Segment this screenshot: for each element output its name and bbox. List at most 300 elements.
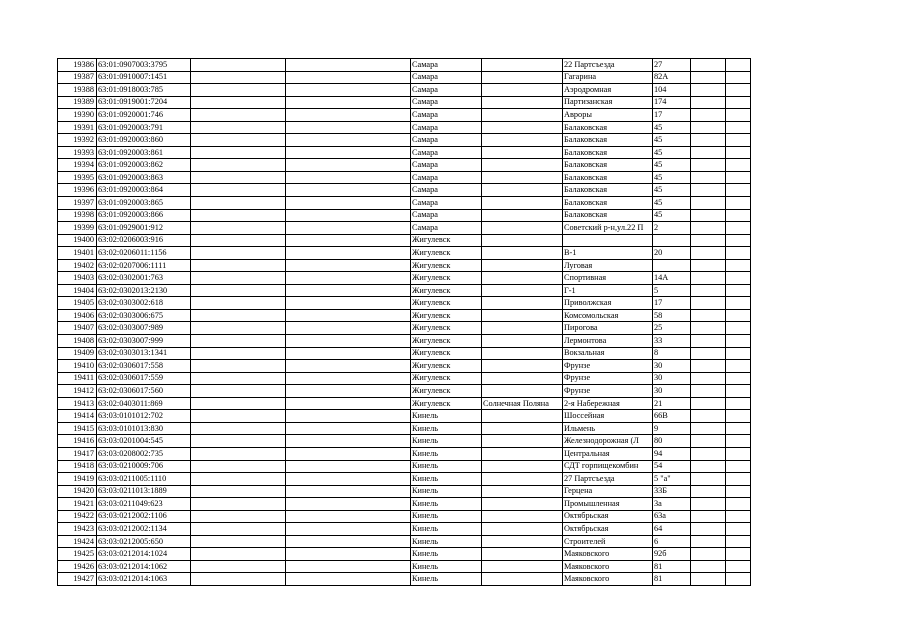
row-number-cell: 19423 — [58, 523, 97, 536]
street-cell: Строителей — [563, 535, 653, 548]
empty-cell — [726, 410, 751, 423]
empty-cell — [191, 535, 286, 548]
city-cell: Самара — [411, 159, 482, 172]
empty-cell — [691, 109, 726, 122]
locality-cell — [482, 535, 563, 548]
house-number-cell: 2 — [653, 222, 691, 235]
empty-cell — [286, 234, 411, 247]
empty-cell — [286, 435, 411, 448]
street-cell: Октябрьская — [563, 510, 653, 523]
empty-cell — [286, 347, 411, 360]
street-cell: Фрунзе — [563, 360, 653, 373]
locality-cell — [482, 360, 563, 373]
city-cell: Жигулевск — [411, 360, 482, 373]
empty-cell — [726, 385, 751, 398]
table-row — [58, 535, 751, 548]
cadastral-number-cell: 63:03:0212014:1024 — [97, 548, 191, 561]
row-number-cell: 19409 — [58, 347, 97, 360]
city-cell: Жигулевск — [411, 284, 482, 297]
empty-cell — [286, 84, 411, 97]
locality-cell — [482, 297, 563, 310]
row-number-cell: 19414 — [58, 410, 97, 423]
city-cell: Кинель — [411, 485, 482, 498]
empty-cell — [691, 473, 726, 486]
table-row — [58, 309, 751, 322]
locality-cell — [482, 447, 563, 460]
cadastral-number-cell: 63:02:0206003:916 — [97, 234, 191, 247]
empty-cell — [726, 548, 751, 561]
table-row — [58, 322, 751, 335]
row-number-cell: 19397 — [58, 197, 97, 210]
locality-cell — [482, 272, 563, 285]
locality-cell — [482, 473, 563, 486]
empty-cell — [726, 535, 751, 548]
cadastral-number-cell: 63:03:0212005:650 — [97, 535, 191, 548]
locality-cell — [482, 548, 563, 561]
cadastral-number-cell: 63:01:0920003:865 — [97, 197, 191, 210]
table-row — [58, 171, 751, 184]
locality-cell — [482, 560, 563, 573]
cadastral-number-cell: 63:03:0212014:1063 — [97, 573, 191, 586]
street-cell: Октябрьская — [563, 523, 653, 536]
house-number-cell: 3а — [653, 498, 691, 511]
empty-cell — [191, 309, 286, 322]
house-number-cell — [653, 259, 691, 272]
empty-cell — [691, 71, 726, 84]
table-row — [58, 460, 751, 473]
city-cell: Самара — [411, 109, 482, 122]
empty-cell — [191, 247, 286, 260]
empty-cell — [286, 360, 411, 373]
city-cell: Самара — [411, 146, 482, 159]
empty-cell — [691, 146, 726, 159]
empty-cell — [726, 259, 751, 272]
empty-cell — [691, 59, 726, 72]
empty-cell — [191, 435, 286, 448]
empty-cell — [191, 410, 286, 423]
cadastral-number-cell: 63:03:0210009:706 — [97, 460, 191, 473]
empty-cell — [691, 171, 726, 184]
table-row — [58, 523, 751, 536]
cadastral-number-cell: 63:03:0211005:1110 — [97, 473, 191, 486]
city-cell: Жигулевск — [411, 322, 482, 335]
cadastral-number-cell: 63:02:0303006:675 — [97, 309, 191, 322]
house-number-cell: 8 — [653, 347, 691, 360]
empty-cell — [691, 385, 726, 398]
street-cell — [563, 234, 653, 247]
empty-cell — [691, 397, 726, 410]
empty-cell — [726, 360, 751, 373]
empty-cell — [691, 435, 726, 448]
cadastral-number-cell: 63:01:0910007:1451 — [97, 71, 191, 84]
house-number-cell: 66В — [653, 410, 691, 423]
locality-cell — [482, 347, 563, 360]
empty-cell — [286, 309, 411, 322]
empty-cell — [191, 447, 286, 460]
empty-cell — [691, 184, 726, 197]
row-number-cell: 19425 — [58, 548, 97, 561]
cadastral-number-cell: 63:02:0303013:1341 — [97, 347, 191, 360]
empty-cell — [691, 360, 726, 373]
empty-cell — [286, 109, 411, 122]
table-row — [58, 385, 751, 398]
house-number-cell: 63а — [653, 510, 691, 523]
table-row — [58, 347, 751, 360]
cadastral-number-cell: 63:03:0208002:735 — [97, 447, 191, 460]
empty-cell — [691, 197, 726, 210]
empty-cell — [726, 109, 751, 122]
empty-cell — [191, 71, 286, 84]
empty-cell — [726, 523, 751, 536]
row-number-cell: 19422 — [58, 510, 97, 523]
empty-cell — [691, 335, 726, 348]
house-number-cell: 30 — [653, 360, 691, 373]
house-number-cell: 9 — [653, 422, 691, 435]
empty-cell — [191, 385, 286, 398]
cadastral-number-cell: 63:03:0212002:1134 — [97, 523, 191, 536]
locality-cell — [482, 322, 563, 335]
street-cell: 27 Партсъезда — [563, 473, 653, 486]
table-row — [58, 573, 751, 586]
city-cell: Самара — [411, 222, 482, 235]
empty-cell — [691, 523, 726, 536]
city-cell: Жигулевск — [411, 234, 482, 247]
locality-cell — [482, 335, 563, 348]
locality-cell — [482, 435, 563, 448]
table-row — [58, 435, 751, 448]
locality-cell — [482, 372, 563, 385]
empty-cell — [191, 222, 286, 235]
empty-cell — [286, 523, 411, 536]
empty-cell — [691, 247, 726, 260]
locality-cell — [482, 96, 563, 109]
table-row — [58, 259, 751, 272]
house-number-cell: 174 — [653, 96, 691, 109]
empty-cell — [726, 460, 751, 473]
row-number-cell: 19413 — [58, 397, 97, 410]
row-number-cell: 19395 — [58, 171, 97, 184]
house-number-cell: 5 — [653, 284, 691, 297]
empty-cell — [286, 184, 411, 197]
empty-cell — [286, 96, 411, 109]
locality-cell — [482, 121, 563, 134]
empty-cell — [286, 510, 411, 523]
city-cell: Самара — [411, 209, 482, 222]
street-cell: Гагарина — [563, 71, 653, 84]
table-row — [58, 297, 751, 310]
empty-cell — [191, 422, 286, 435]
table-row — [58, 71, 751, 84]
house-number-cell: 6 — [653, 535, 691, 548]
empty-cell — [191, 560, 286, 573]
row-number-cell: 19403 — [58, 272, 97, 285]
street-cell: Шоссейная — [563, 410, 653, 423]
cadastral-number-cell: 63:01:0920003:863 — [97, 171, 191, 184]
table-row — [58, 485, 751, 498]
empty-cell — [286, 335, 411, 348]
empty-cell — [191, 397, 286, 410]
street-cell: Центральная — [563, 447, 653, 460]
empty-cell — [726, 309, 751, 322]
city-cell: Самара — [411, 71, 482, 84]
city-cell: Кинель — [411, 447, 482, 460]
empty-cell — [286, 121, 411, 134]
empty-cell — [726, 272, 751, 285]
empty-cell — [286, 71, 411, 84]
empty-cell — [691, 510, 726, 523]
city-cell: Самара — [411, 134, 482, 147]
row-number-cell: 19424 — [58, 535, 97, 548]
empty-cell — [286, 247, 411, 260]
locality-cell — [482, 523, 563, 536]
cadastral-number-cell: 63:02:0403011:869 — [97, 397, 191, 410]
table-row — [58, 422, 751, 435]
empty-cell — [191, 360, 286, 373]
row-number-cell: 19390 — [58, 109, 97, 122]
empty-cell — [286, 460, 411, 473]
empty-cell — [691, 573, 726, 586]
empty-cell — [691, 460, 726, 473]
empty-cell — [191, 485, 286, 498]
house-number-cell: 81 — [653, 573, 691, 586]
row-number-cell: 19400 — [58, 234, 97, 247]
empty-cell — [191, 109, 286, 122]
house-number-cell: 80 — [653, 435, 691, 448]
locality-cell — [482, 422, 563, 435]
table-row — [58, 360, 751, 373]
empty-cell — [691, 498, 726, 511]
table-row — [58, 121, 751, 134]
locality-cell — [482, 71, 563, 84]
row-number-cell: 19396 — [58, 184, 97, 197]
street-cell: 2-я Набережная — [563, 397, 653, 410]
empty-cell — [191, 498, 286, 511]
row-number-cell: 19421 — [58, 498, 97, 511]
city-cell: Кинель — [411, 410, 482, 423]
empty-cell — [191, 84, 286, 97]
row-number-cell: 19426 — [58, 560, 97, 573]
city-cell: Жигулевск — [411, 309, 482, 322]
empty-cell — [726, 197, 751, 210]
locality-cell — [482, 410, 563, 423]
street-cell: Вокзальная — [563, 347, 653, 360]
empty-cell — [726, 473, 751, 486]
locality-cell — [482, 171, 563, 184]
row-number-cell: 19387 — [58, 71, 97, 84]
empty-cell — [286, 485, 411, 498]
street-cell: Партизанская — [563, 96, 653, 109]
city-cell: Кинель — [411, 548, 482, 561]
street-cell: Маяковского — [563, 560, 653, 573]
row-number-cell: 19386 — [58, 59, 97, 72]
city-cell: Кинель — [411, 573, 482, 586]
city-cell: Жигулевск — [411, 372, 482, 385]
cadastral-number-cell: 63:02:0206011:1156 — [97, 247, 191, 260]
table-row — [58, 473, 751, 486]
empty-cell — [726, 134, 751, 147]
locality-cell — [482, 259, 563, 272]
empty-cell — [726, 372, 751, 385]
cadastral-number-cell: 63:03:0101013:830 — [97, 422, 191, 435]
house-number-cell: 27 — [653, 59, 691, 72]
empty-cell — [286, 134, 411, 147]
house-number-cell: 33 — [653, 335, 691, 348]
row-number-cell: 19388 — [58, 84, 97, 97]
empty-cell — [191, 259, 286, 272]
table-row — [58, 197, 751, 210]
empty-cell — [286, 197, 411, 210]
city-cell: Самара — [411, 59, 482, 72]
empty-cell — [726, 347, 751, 360]
empty-cell — [286, 410, 411, 423]
table-row — [58, 372, 751, 385]
table-row — [58, 222, 751, 235]
street-cell: 22 Партсъезда — [563, 59, 653, 72]
cadastral-number-cell: 63:03:0212014:1062 — [97, 560, 191, 573]
table-row — [58, 335, 751, 348]
table-row — [58, 548, 751, 561]
house-number-cell: 58 — [653, 309, 691, 322]
empty-cell — [286, 473, 411, 486]
empty-cell — [691, 322, 726, 335]
empty-cell — [286, 372, 411, 385]
locality-cell — [482, 197, 563, 210]
table-row — [58, 234, 751, 247]
empty-cell — [191, 473, 286, 486]
empty-cell — [191, 209, 286, 222]
table-row — [58, 498, 751, 511]
empty-cell — [191, 297, 286, 310]
empty-cell — [691, 347, 726, 360]
row-number-cell: 19408 — [58, 335, 97, 348]
row-number-cell: 19416 — [58, 435, 97, 448]
row-number-cell: 19411 — [58, 372, 97, 385]
empty-cell — [191, 59, 286, 72]
cadastral-number-cell: 63:01:0920003:866 — [97, 209, 191, 222]
empty-cell — [691, 209, 726, 222]
locality-cell — [482, 309, 563, 322]
empty-cell — [726, 184, 751, 197]
house-number-cell: 45 — [653, 146, 691, 159]
street-cell: Спортивная — [563, 272, 653, 285]
empty-cell — [191, 322, 286, 335]
empty-cell — [286, 548, 411, 561]
table-row — [58, 96, 751, 109]
row-number-cell: 19420 — [58, 485, 97, 498]
row-number-cell: 19405 — [58, 297, 97, 310]
cadastral-number-cell: 63:02:0303007:999 — [97, 335, 191, 348]
table-row — [58, 84, 751, 97]
table-row — [58, 410, 751, 423]
locality-cell — [482, 209, 563, 222]
empty-cell — [726, 234, 751, 247]
empty-cell — [726, 284, 751, 297]
house-number-cell: 81 — [653, 560, 691, 573]
empty-cell — [726, 146, 751, 159]
empty-cell — [691, 548, 726, 561]
street-cell: Пирогова — [563, 322, 653, 335]
street-cell: Приволжская — [563, 297, 653, 310]
empty-cell — [726, 510, 751, 523]
empty-cell — [726, 59, 751, 72]
cadastral-number-cell: 63:01:0919001:7204 — [97, 96, 191, 109]
empty-cell — [191, 272, 286, 285]
house-number-cell: 30 — [653, 372, 691, 385]
empty-cell — [286, 272, 411, 285]
cadastral-number-cell: 63:01:0920003:860 — [97, 134, 191, 147]
city-cell: Самара — [411, 184, 482, 197]
empty-cell — [691, 159, 726, 172]
city-cell: Кинель — [411, 510, 482, 523]
empty-cell — [191, 184, 286, 197]
locality-cell — [482, 510, 563, 523]
house-number-cell: 45 — [653, 197, 691, 210]
empty-cell — [726, 209, 751, 222]
empty-cell — [286, 397, 411, 410]
row-number-cell: 19402 — [58, 259, 97, 272]
row-number-cell: 19415 — [58, 422, 97, 435]
empty-cell — [191, 335, 286, 348]
empty-cell — [691, 96, 726, 109]
city-cell: Кинель — [411, 560, 482, 573]
empty-cell — [286, 259, 411, 272]
row-number-cell: 19417 — [58, 447, 97, 460]
table-row — [58, 560, 751, 573]
city-cell: Кинель — [411, 473, 482, 486]
table-row — [58, 159, 751, 172]
city-cell: Самара — [411, 121, 482, 134]
empty-cell — [726, 71, 751, 84]
locality-cell — [482, 460, 563, 473]
house-number-cell: 45 — [653, 184, 691, 197]
empty-cell — [191, 523, 286, 536]
street-cell: Промышленная — [563, 498, 653, 511]
empty-cell — [726, 498, 751, 511]
empty-cell — [191, 146, 286, 159]
locality-cell — [482, 84, 563, 97]
empty-cell — [726, 422, 751, 435]
empty-cell — [691, 372, 726, 385]
empty-cell — [691, 422, 726, 435]
street-cell: Аэродромная — [563, 84, 653, 97]
cadastral-number-cell: 63:02:0306017:558 — [97, 360, 191, 373]
table-row — [58, 184, 751, 197]
house-number-cell: 54 — [653, 460, 691, 473]
empty-cell — [726, 573, 751, 586]
empty-cell — [286, 498, 411, 511]
empty-cell — [191, 159, 286, 172]
empty-cell — [726, 159, 751, 172]
empty-cell — [726, 560, 751, 573]
house-number-cell: 64 — [653, 523, 691, 536]
row-number-cell: 19401 — [58, 247, 97, 260]
empty-cell — [691, 259, 726, 272]
cadastral-number-cell: 63:02:0306017:559 — [97, 372, 191, 385]
locality-cell — [482, 485, 563, 498]
empty-cell — [191, 234, 286, 247]
street-cell: Фрунзе — [563, 372, 653, 385]
empty-cell — [286, 159, 411, 172]
empty-cell — [691, 309, 726, 322]
locality-cell — [482, 284, 563, 297]
house-number-cell: 45 — [653, 209, 691, 222]
row-number-cell: 19392 — [58, 134, 97, 147]
empty-cell — [726, 435, 751, 448]
house-number-cell — [653, 234, 691, 247]
empty-cell — [286, 146, 411, 159]
empty-cell — [191, 96, 286, 109]
city-cell: Кинель — [411, 435, 482, 448]
